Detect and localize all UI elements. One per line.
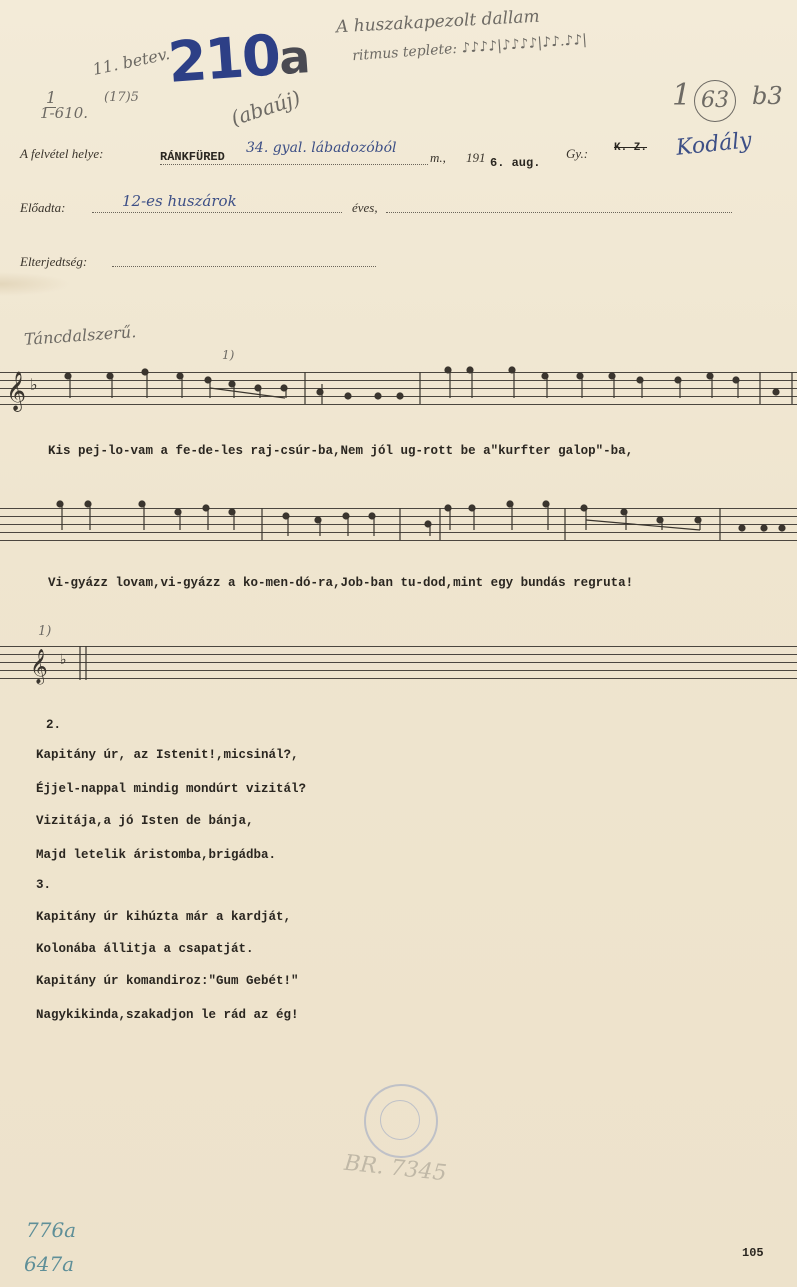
archive-stamp xyxy=(364,1084,438,1158)
footnote-mark-1: 1) xyxy=(222,348,235,362)
lyrics-line-1: Kis pej-lo-vam a fe-de-les raj-csúr-ba,Nem jól ug-rott be a"kurfter galop"-ba, xyxy=(48,444,634,458)
collector-label: Gy.: xyxy=(566,146,589,161)
archive-code-2: 647a xyxy=(24,1252,75,1276)
treble-clef-icon: 𝄞 xyxy=(6,371,27,411)
place-typed: RÁNKFÜRED xyxy=(160,150,225,164)
year-label: 191 xyxy=(466,150,486,165)
stanza-3-number: 3. xyxy=(36,878,52,892)
county-note: (abaúj) xyxy=(228,85,304,131)
flat-icon: ♭ xyxy=(60,652,67,668)
staff-1-notes xyxy=(65,367,792,404)
footnote-label: 1) xyxy=(38,624,52,639)
big-number: 210 xyxy=(165,23,282,96)
catalog-mark-circled: 63 xyxy=(694,80,736,122)
lyrics-line-2: Vi-gyázz lovam,vi-gyázz a ko-men-dó-ra,Job-ban tu-dod,mint egy bundás regruta! xyxy=(48,576,634,590)
spread-dotted-line xyxy=(112,266,376,267)
stanza-3-line-3: Kapitány úr komandiroz:"Gum Gebét!" xyxy=(36,974,299,988)
staff-2-notes xyxy=(57,501,785,540)
flat-icon: ♭ xyxy=(30,375,38,394)
archive-ref-numerator: 1 xyxy=(46,88,57,107)
tempo-note: Táncdalszerű. xyxy=(23,322,137,349)
place-handwritten: 34. gyal. lábadozóból xyxy=(246,140,397,156)
music-staff-1 xyxy=(0,371,797,411)
stanza-2-line-4: Majd letelik áristomba,brigádba. xyxy=(36,848,277,862)
stanza-2-number: 2. xyxy=(46,718,62,732)
stanza-3-line-4: Nagykikinda,szakadjon le rád az ég! xyxy=(36,1008,299,1022)
archive-ref-fraction: 1-610. xyxy=(40,104,89,122)
paper-fold-mark xyxy=(0,272,70,296)
music-staff-3 xyxy=(0,646,797,684)
staff-2-notation xyxy=(0,490,797,550)
age-label: éves, xyxy=(352,200,378,215)
age-dotted-line xyxy=(386,212,732,213)
staff-3-notation xyxy=(0,628,797,688)
stanza-2-line-3: Vizitája,a jó Isten de bánja, xyxy=(36,814,254,828)
treble-clef-icon: 𝄞 xyxy=(30,649,48,684)
collector-handwritten: Kodály xyxy=(674,128,753,161)
performer-dotted-line xyxy=(92,212,342,213)
place-dotted-line xyxy=(160,164,428,165)
melody-note-line1: A huszakapezolt dallam xyxy=(335,6,541,38)
page-number: 105 xyxy=(742,1246,764,1260)
stanza-2-line-2: Éjjel-nappal mindig mondúrt vizitál? xyxy=(36,782,307,796)
archive-code-1: 776a xyxy=(26,1218,77,1242)
stanza-2-line-1: Kapitány úr, az Istenit!,micsinál?, xyxy=(36,748,299,762)
collector-typed: K. Z. xyxy=(614,142,648,154)
big-catalog-number xyxy=(166,21,310,96)
place-label: A felvétel helye: xyxy=(20,146,104,161)
melody-note-line2: ritmus teplete: ♪♪♪♪|♪♪♪♪|♪♪.♪♪| xyxy=(351,31,588,65)
music-staff-2 xyxy=(0,508,797,544)
performer-value: 12-es huszárok xyxy=(122,192,237,210)
staff-1-notation xyxy=(0,354,797,414)
performer-label: Előadta: xyxy=(20,200,66,215)
county-label: m., xyxy=(430,150,446,165)
spread-label: Elterjedtség: xyxy=(20,254,88,269)
archive-ref-year: (17)5 xyxy=(104,90,139,105)
pencil-note-faint: BR. 7345 xyxy=(342,1150,448,1187)
catalog-mark-3: b3 xyxy=(752,82,783,110)
stanza-3-line-2: Kolonába állitja a csapatját. xyxy=(36,942,254,956)
stanza-3-line-1: Kapitány úr kihúzta már a kardját, xyxy=(36,910,292,924)
stamp-emblem-icon xyxy=(380,1100,420,1140)
big-letter: a xyxy=(277,29,310,86)
year-value: 6. aug. xyxy=(490,156,541,170)
catalog-mark-1: 1 xyxy=(672,78,692,113)
archive-ref-top: 11. betev. xyxy=(90,44,172,79)
